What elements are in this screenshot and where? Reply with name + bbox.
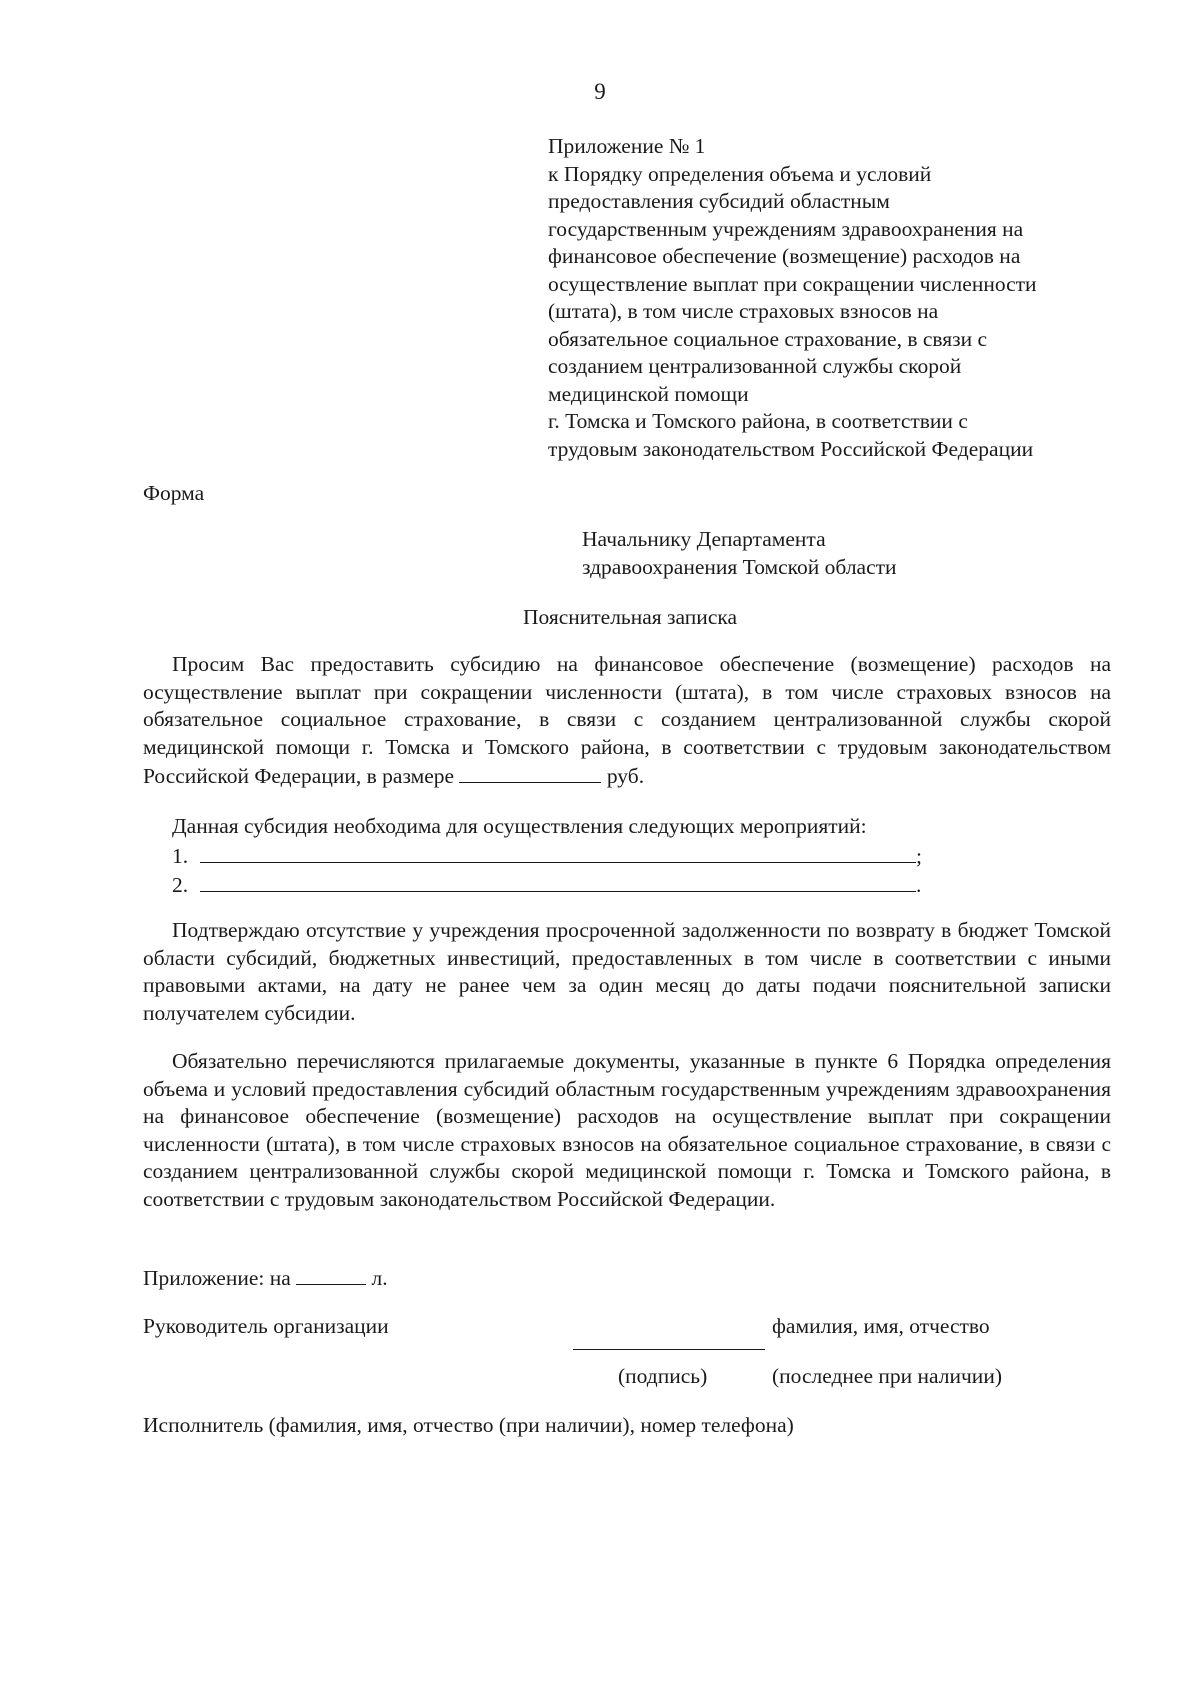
request-text: Просим Вас предоставить субсидию на финансовое обеспечение (возмещение) расходов на осуществление выплат при сокращении численности (штата), в том числе страховых взносов на обязательное социальное страхование, в связи с созданием централизованной службы скорой медицинской помощи г. Томска и Томского района, в соответствии с трудовым законодательством Российской Федерации, в размере	[143, 652, 1111, 788]
form-label: Форма	[143, 481, 205, 505]
executor-line: Исполнитель (фамилия, имя, отчество (при наличии), номер телефона)	[143, 1413, 794, 1437]
debt-confirmation-paragraph	[143, 917, 1111, 1027]
addressee-line: Начальнику Департамента	[582, 527, 826, 551]
appendix-line: предоставления субсидий областным	[548, 189, 890, 213]
list-item	[143, 870, 1111, 900]
head-label: Руководитель организации	[143, 1314, 389, 1338]
page-number: 9	[594, 79, 606, 104]
appendix-line: трудовым законодательством Российской Федерации	[548, 436, 1034, 461]
appendix-line: созданием централизованной службы скорой	[548, 354, 962, 378]
measure-blank-field[interactable]	[200, 841, 916, 863]
addressee-line: здравоохранения Томской области	[582, 554, 897, 579]
appendix-line: г. Томска и Томского района, в соответствии с	[548, 409, 968, 433]
item-end-mark: .	[916, 873, 922, 897]
signature-caption: (подпись)	[618, 1364, 708, 1388]
amount-blank-field[interactable]	[459, 761, 601, 783]
appendix-line: государственным учреждениям здравоохранения на	[548, 216, 1024, 241]
paragraph-text: Подтверждаю отсутствие у учреждения просроченной задолженности по возврату в бюджет Томской области субсидий, бюджетных инвестиций, предоставленных в том числе в соответствии с иными правовыми актами, на дату не ранее чем за один месяц до даты подачи пояснительной записки получателем субсидии.	[143, 918, 1111, 1025]
appendix-header	[548, 133, 1148, 463]
appendix-line: обязательное социальное страхование, в связи с	[548, 326, 988, 351]
document-title: Пояснительная записка	[522, 605, 738, 629]
measures-list	[143, 813, 1111, 900]
item-number: 1.	[172, 843, 189, 868]
appendix-line: осуществление выплат при сокращении численности	[548, 271, 1037, 296]
paragraph-text: Обязательно перечисляются прилагаемые документы, указанные в пункте 6 Порядка определения объема и условий предоставления субсидий областным государственным учреждениям здравоохранения на финансовое обеспечение (возмещение) расходов на осуществление выплат при сокращении численности (штата), в том числе страховых взносов на обязательное социальное страхование, в связи с созданием централизованной службы скорой медицинской помощи г. Томска и Томского района, в соответствии с трудовым законодательством Российской Федерации.	[143, 1049, 1111, 1211]
subsidy-request-paragraph	[143, 651, 1111, 791]
documents-paragraph	[143, 1048, 1111, 1213]
appendix-line: (штата), в том числе страховых взносов на	[548, 299, 939, 323]
list-item	[143, 841, 1111, 871]
appendix-line: финансовое обеспечение (возмещение) расходов на	[548, 244, 1021, 268]
appendix-line: Приложение № 1	[548, 134, 706, 158]
attachment-prefix: Приложение: на	[143, 1266, 291, 1290]
item-end-mark: ;	[916, 843, 922, 868]
appendix-line: к Порядку определения объема и условий	[548, 161, 932, 186]
measure-blank-field[interactable]	[200, 870, 916, 892]
signature-line[interactable]	[573, 1349, 765, 1350]
item-number: 2.	[172, 873, 189, 897]
fio-caption: (последнее при наличии)	[772, 1364, 1002, 1388]
pages-blank-field[interactable]	[296, 1263, 366, 1285]
signature-block	[143, 1313, 1111, 1393]
attachment-suffix: л.	[371, 1266, 388, 1290]
attachment-line	[143, 1263, 388, 1293]
fio-label: фамилия, имя, отчество	[772, 1314, 990, 1338]
addressee-block	[582, 526, 1142, 581]
currency-unit: руб.	[606, 764, 645, 788]
measures-lead: Данная субсидия необходима для осуществления следующих мероприятий:	[172, 814, 867, 838]
appendix-line: медицинской помощи	[548, 381, 749, 406]
